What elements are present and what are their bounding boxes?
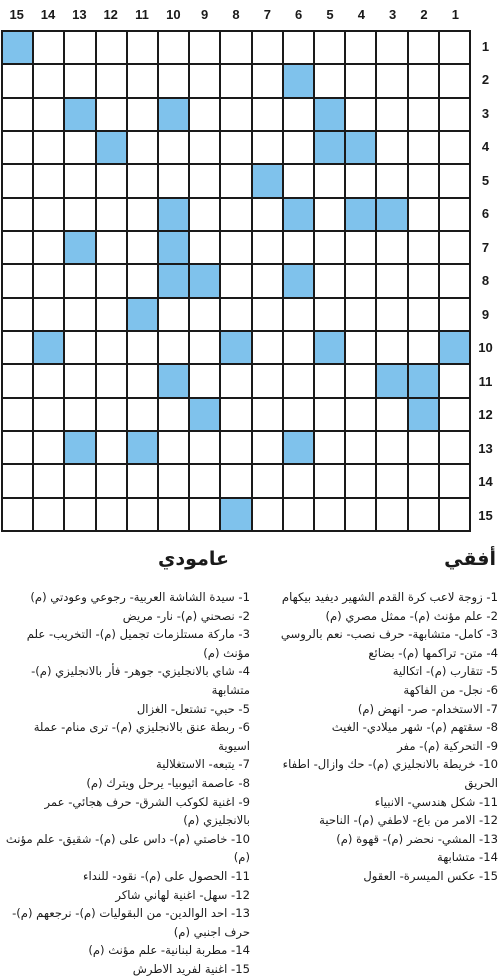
grid-cell[interactable]	[440, 432, 469, 463]
grid-cell[interactable]	[65, 65, 94, 96]
down-clue: 11- الحصول على (م)- نقود- للنداء	[83, 868, 250, 883]
across-clue: 5- تتقارب (م)- اتكالية	[392, 664, 498, 679]
across-clues	[250, 588, 498, 886]
grid-cell[interactable]	[377, 432, 406, 463]
down-clue: 6- ربطة عنق بالانجليزي (م)- ترى منام- عملة اسيوية	[33, 720, 250, 753]
grid-cell[interactable]	[253, 465, 282, 496]
block-cell	[409, 365, 438, 396]
row-number: 5	[481, 172, 490, 188]
grid-cell[interactable]	[221, 432, 250, 463]
grid-cell[interactable]	[253, 499, 282, 530]
down-clue: 4- شاي بالانجليزي- جوهر- فأر بالانجليزي (م)- متشابهة	[31, 664, 250, 697]
block-cell	[190, 265, 219, 296]
grid-cell[interactable]	[253, 399, 282, 430]
grid-cell[interactable]	[284, 99, 313, 130]
grid-cell[interactable]	[377, 332, 406, 363]
grid-cell[interactable]	[65, 165, 94, 196]
grid-cell[interactable]	[284, 365, 313, 396]
row-number: 14	[478, 474, 493, 490]
grid-cell[interactable]	[3, 432, 32, 463]
grid-cell[interactable]	[3, 399, 32, 430]
grid-cell[interactable]	[409, 65, 438, 96]
grid-cell[interactable]	[3, 499, 32, 530]
block-cell	[377, 365, 406, 396]
row-number: 10	[478, 340, 493, 356]
column-number: 1	[451, 7, 459, 22]
grid-cell[interactable]	[97, 165, 126, 196]
block-cell	[440, 332, 469, 363]
grid-cell[interactable]	[97, 499, 126, 530]
grid-cell[interactable]	[3, 365, 32, 396]
crossword-grid	[1, 30, 471, 532]
grid-cell[interactable]	[284, 332, 313, 363]
grid-cell[interactable]	[377, 399, 406, 430]
grid-cell[interactable]	[3, 165, 32, 196]
column-number: 6	[295, 7, 303, 22]
grid-cell[interactable]	[346, 299, 375, 330]
grid-cell[interactable]	[377, 65, 406, 96]
down-clue: 1- سيدة الشاشة العربية- رجوعي وعودتي (م)	[30, 590, 250, 604]
down-clue: 7- يتبعه- الاستغلالية	[156, 757, 250, 772]
across-clue: 15- عكس الميسرة- العقول	[363, 868, 498, 883]
block-cell	[65, 432, 94, 463]
grid-cell[interactable]	[128, 332, 157, 363]
grid-cell[interactable]	[315, 165, 344, 196]
grid-cell[interactable]	[253, 332, 282, 363]
grid-cell[interactable]	[315, 432, 344, 463]
down-heading: عامودي	[158, 548, 229, 570]
grid-cell[interactable]	[190, 499, 219, 530]
grid-cell[interactable]	[315, 199, 344, 230]
across-clue: 12- الامر من باع- لاطفي (م)- الناحية	[319, 813, 498, 828]
across-clue: 11- شكل هندسي- الانبياء	[374, 794, 498, 809]
grid-cell[interactable]	[97, 399, 126, 430]
block-cell	[253, 165, 282, 196]
block-cell	[34, 332, 63, 363]
block-cell	[315, 332, 344, 363]
block-cell	[377, 199, 406, 230]
grid-cell[interactable]	[221, 32, 250, 63]
grid-cell[interactable]	[409, 99, 438, 130]
block-cell	[315, 132, 344, 163]
across-clue: 7- الاستخدام- صر- انهض (م)	[357, 701, 498, 716]
grid-cell[interactable]	[34, 432, 63, 463]
grid-cell[interactable]	[315, 399, 344, 430]
grid-cell[interactable]	[409, 132, 438, 163]
block-cell	[159, 265, 188, 296]
grid-cell[interactable]	[409, 299, 438, 330]
grid-cell[interactable]	[253, 365, 282, 396]
grid-cell[interactable]	[65, 199, 94, 230]
grid-cell[interactable]	[346, 232, 375, 263]
grid-cell[interactable]	[159, 399, 188, 430]
down-clue: 5- حبي- تشتعل- الغزال	[136, 701, 250, 716]
grid-cell[interactable]	[159, 499, 188, 530]
grid-cell[interactable]	[3, 132, 32, 163]
grid-cell[interactable]	[409, 232, 438, 263]
down-clue: 12- سهل- اغنية لهاني شاكر	[115, 887, 250, 902]
grid-cell[interactable]	[377, 299, 406, 330]
grid-cell[interactable]	[34, 32, 63, 63]
grid-cell[interactable]	[315, 299, 344, 330]
column-number: 4	[357, 7, 365, 22]
row-number: 12	[478, 407, 493, 423]
grid-cell[interactable]	[97, 32, 126, 63]
grid-cell[interactable]	[221, 265, 250, 296]
grid-cell[interactable]	[284, 165, 313, 196]
across-clue: 1- زوجة لاعب كرة القدم الشهير ديفيد بيكهام	[281, 590, 498, 604]
row-number: 13	[478, 440, 493, 456]
column-number: 9	[201, 7, 209, 22]
down-clue: 9- اغنية لكوكب الشرق- حرف هجائي- عمر بالانجليزي (م)	[44, 794, 250, 828]
grid-cell[interactable]	[284, 232, 313, 263]
column-number: 15	[9, 7, 24, 22]
grid-cell[interactable]	[315, 232, 344, 263]
grid-cell[interactable]	[377, 232, 406, 263]
grid-cell[interactable]	[440, 299, 469, 330]
grid-cell[interactable]	[65, 265, 94, 296]
grid-cell[interactable]	[315, 32, 344, 63]
row-numbers	[471, 30, 500, 532]
grid-cell[interactable]	[284, 32, 313, 63]
grid-cell[interactable]	[190, 132, 219, 163]
grid-cell[interactable]	[346, 432, 375, 463]
grid-cell[interactable]	[377, 32, 406, 63]
grid-cell[interactable]	[221, 465, 250, 496]
grid-cell[interactable]	[377, 132, 406, 163]
column-number: 14	[40, 7, 56, 22]
grid-cell[interactable]	[190, 65, 219, 96]
grid-cell[interactable]	[65, 465, 94, 496]
grid-cell[interactable]	[346, 265, 375, 296]
grid-cell[interactable]	[159, 299, 188, 330]
grid-cell[interactable]	[377, 99, 406, 130]
grid-cell[interactable]	[377, 265, 406, 296]
grid-cell[interactable]	[315, 65, 344, 96]
grid-cell[interactable]	[34, 399, 63, 430]
grid-cell[interactable]	[440, 199, 469, 230]
grid-cell[interactable]	[159, 432, 188, 463]
down-clue: 13- احد الوالدين- من البقوليات (م)- نرجعهم (م)- حرف اجنبي (م)	[12, 906, 250, 939]
grid-cell[interactable]	[128, 499, 157, 530]
grid-cell[interactable]	[65, 499, 94, 530]
grid-cell[interactable]	[440, 65, 469, 96]
down-clues	[4, 588, 250, 978]
row-number: 9	[481, 306, 490, 322]
across-clue: 10- خريطة بالانجليزي (م)- حك وازال- اطفاء الحريق	[282, 757, 498, 790]
grid-cell[interactable]	[409, 499, 438, 530]
grid-cell[interactable]	[97, 65, 126, 96]
grid-cell[interactable]	[159, 332, 188, 363]
grid-cell[interactable]	[97, 199, 126, 230]
grid-cell[interactable]	[253, 199, 282, 230]
grid-cell[interactable]	[65, 332, 94, 363]
grid-cell[interactable]	[97, 465, 126, 496]
grid-cell[interactable]	[3, 232, 32, 263]
across-clue: 13- المشي- نحضر (م)- قهوة (م)	[336, 831, 498, 846]
grid-cell[interactable]	[190, 99, 219, 130]
grid-cell[interactable]	[65, 365, 94, 396]
grid-cell[interactable]	[97, 432, 126, 463]
grid-cell[interactable]	[221, 65, 250, 96]
grid-cell[interactable]	[315, 365, 344, 396]
across-clue: 8- سقتهم (م)- شهر ميلادي- الغيث	[331, 720, 498, 735]
grid-cell[interactable]	[440, 265, 469, 296]
grid-cell[interactable]	[253, 232, 282, 263]
grid-cell[interactable]	[34, 365, 63, 396]
block-cell	[284, 265, 313, 296]
grid-cell[interactable]	[253, 132, 282, 163]
block-cell	[346, 132, 375, 163]
grid-cell[interactable]	[409, 465, 438, 496]
block-cell	[65, 232, 94, 263]
across-clue: 9- التحركية (م)- مفر	[397, 738, 498, 753]
grid-cell[interactable]	[440, 32, 469, 63]
grid-cell[interactable]	[440, 499, 469, 530]
row-number: 6	[481, 206, 490, 222]
row-number: 15	[478, 507, 493, 523]
down-clue: 15- اغنية لفريد الاطرش	[132, 961, 250, 976]
grid-cell[interactable]	[97, 365, 126, 396]
grid-cell[interactable]	[128, 365, 157, 396]
grid-cell[interactable]	[253, 99, 282, 130]
grid-cell[interactable]	[221, 99, 250, 130]
grid-cell[interactable]	[97, 265, 126, 296]
block-cell	[159, 232, 188, 263]
grid-cell[interactable]	[221, 399, 250, 430]
block-cell	[128, 299, 157, 330]
block-cell	[159, 99, 188, 130]
grid-cell[interactable]	[284, 132, 313, 163]
block-cell	[128, 432, 157, 463]
grid-cell[interactable]	[284, 465, 313, 496]
down-clue: 3- ماركة مستلزمات تجميل (م)- التخريب- علم مؤنث (م)	[26, 627, 250, 660]
grid-cell[interactable]	[34, 499, 63, 530]
block-cell	[346, 199, 375, 230]
row-number: 1	[481, 39, 490, 54]
grid-cell[interactable]	[409, 432, 438, 463]
grid-cell[interactable]	[221, 232, 250, 263]
grid-cell[interactable]	[190, 299, 219, 330]
grid-cell[interactable]	[128, 65, 157, 96]
grid-cell[interactable]	[34, 232, 63, 263]
grid-cell[interactable]	[128, 132, 157, 163]
across-clue: 3- كامل- متشابهة- حرف نصب- نعم بالروسي	[280, 627, 498, 642]
grid-cell[interactable]	[128, 465, 157, 496]
block-cell	[190, 399, 219, 430]
grid-cell[interactable]	[3, 199, 32, 230]
grid-cell[interactable]	[3, 332, 32, 363]
grid-cell[interactable]	[221, 199, 250, 230]
grid-cell[interactable]	[440, 399, 469, 430]
row-number: 3	[481, 105, 490, 121]
grid-cell[interactable]	[346, 99, 375, 130]
grid-cell[interactable]	[253, 32, 282, 63]
grid-cell[interactable]	[128, 99, 157, 130]
block-cell	[221, 332, 250, 363]
row-number: 11	[478, 373, 493, 389]
grid-cell[interactable]	[440, 165, 469, 196]
grid-cell[interactable]	[97, 99, 126, 130]
grid-cell[interactable]	[190, 32, 219, 63]
grid-cell[interactable]	[377, 499, 406, 530]
grid-cell[interactable]	[34, 265, 63, 296]
grid-cell[interactable]	[3, 99, 32, 130]
grid-cell[interactable]	[3, 299, 32, 330]
grid-cell[interactable]	[346, 65, 375, 96]
across-heading: أفقي	[444, 548, 496, 570]
grid-cell[interactable]	[34, 99, 63, 130]
grid-cell[interactable]	[409, 165, 438, 196]
grid-cell[interactable]	[128, 199, 157, 230]
column-numbers	[0, 0, 470, 30]
grid-cell[interactable]	[97, 299, 126, 330]
column-number: 11	[135, 7, 149, 22]
grid-cell[interactable]	[221, 299, 250, 330]
grid-cell[interactable]	[65, 399, 94, 430]
grid-cell[interactable]	[253, 432, 282, 463]
block-cell	[3, 32, 32, 63]
column-number: 7	[263, 7, 271, 22]
grid-cell[interactable]	[128, 265, 157, 296]
grid-cell[interactable]	[346, 332, 375, 363]
grid-cell[interactable]	[34, 199, 63, 230]
across-clue: 4- متن- تراكمها (م)- بضائع	[368, 645, 498, 660]
grid-cell[interactable]	[284, 499, 313, 530]
block-cell	[159, 365, 188, 396]
grid-cell[interactable]	[253, 65, 282, 96]
grid-cell[interactable]	[97, 332, 126, 363]
grid-cell[interactable]	[190, 199, 219, 230]
block-cell	[315, 99, 344, 130]
column-number: 10	[166, 7, 181, 22]
grid-cell[interactable]	[128, 165, 157, 196]
row-number: 2	[481, 72, 490, 88]
column-number: 5	[326, 7, 334, 22]
grid-cell[interactable]	[440, 232, 469, 263]
grid-cell[interactable]	[190, 432, 219, 463]
grid-cell[interactable]	[221, 132, 250, 163]
grid-cell[interactable]	[346, 465, 375, 496]
grid-cell[interactable]	[315, 265, 344, 296]
grid-cell[interactable]	[3, 465, 32, 496]
grid-cell[interactable]	[190, 332, 219, 363]
block-cell	[221, 499, 250, 530]
grid-cell[interactable]	[221, 165, 250, 196]
block-cell	[284, 65, 313, 96]
column-number: 13	[72, 7, 87, 22]
grid-cell[interactable]	[221, 365, 250, 396]
down-clue: 8- عاصمة اثيوبيا- يرحل ويترك (م)	[86, 775, 250, 790]
grid-cell[interactable]	[409, 265, 438, 296]
grid-cell[interactable]	[284, 299, 313, 330]
down-clue: 10- خاصتي (م)- داس على (م)- شقيق- علم مؤنث (م)	[5, 831, 250, 865]
grid-cell[interactable]	[159, 165, 188, 196]
grid-cell[interactable]	[440, 99, 469, 130]
grid-cell[interactable]	[97, 232, 126, 263]
grid-cell[interactable]	[190, 365, 219, 396]
grid-cell[interactable]	[34, 165, 63, 196]
grid-cell[interactable]	[315, 499, 344, 530]
grid-cell[interactable]	[253, 265, 282, 296]
grid-cell[interactable]	[346, 32, 375, 63]
block-cell	[284, 432, 313, 463]
grid-cell[interactable]	[65, 299, 94, 330]
grid-cell[interactable]	[128, 32, 157, 63]
column-number: 3	[389, 7, 397, 22]
grid-cell[interactable]	[159, 132, 188, 163]
grid-cell[interactable]	[128, 232, 157, 263]
grid-cell[interactable]	[377, 165, 406, 196]
column-number: 2	[420, 7, 428, 22]
grid-cell[interactable]	[409, 32, 438, 63]
grid-cell[interactable]	[3, 265, 32, 296]
grid-cell[interactable]	[190, 232, 219, 263]
grid-cell[interactable]	[34, 299, 63, 330]
grid-cell[interactable]	[128, 399, 157, 430]
grid-cell[interactable]	[377, 465, 406, 496]
column-number: 8	[232, 7, 240, 22]
row-number: 7	[481, 239, 490, 255]
block-cell	[65, 99, 94, 130]
block-cell	[159, 199, 188, 230]
grid-cell[interactable]	[346, 499, 375, 530]
across-clue: 2- علم مؤنث (م)- ممثل مصري (م)	[325, 608, 498, 623]
block-cell	[284, 199, 313, 230]
down-clue: 14- مطربة لبنانية- علم مؤنث (م)	[88, 943, 250, 958]
grid-cell[interactable]	[159, 32, 188, 63]
grid-cell[interactable]	[346, 365, 375, 396]
row-number: 4	[481, 139, 490, 155]
grid-cell[interactable]	[190, 465, 219, 496]
down-clue: 2- نصحني (م)- نار- مريض	[122, 608, 250, 623]
grid-cell[interactable]	[346, 399, 375, 430]
grid-cell[interactable]	[159, 465, 188, 496]
grid-cell[interactable]	[315, 465, 344, 496]
grid-cell[interactable]	[346, 165, 375, 196]
grid-cell[interactable]	[34, 132, 63, 163]
grid-cell[interactable]	[159, 65, 188, 96]
grid-cell[interactable]	[409, 332, 438, 363]
across-clue: 14- متشابهة	[436, 850, 498, 865]
grid-cell[interactable]	[190, 165, 219, 196]
grid-cell[interactable]	[34, 65, 63, 96]
grid-cell[interactable]	[440, 365, 469, 396]
column-number: 12	[103, 7, 118, 22]
grid-cell[interactable]	[65, 32, 94, 63]
across-clue: 6- نجل- من الفاكهة	[403, 682, 498, 697]
grid-cell[interactable]	[65, 132, 94, 163]
grid-cell[interactable]	[3, 65, 32, 96]
grid-cell[interactable]	[284, 399, 313, 430]
row-number: 8	[481, 273, 490, 289]
block-cell	[409, 399, 438, 430]
block-cell	[97, 132, 126, 163]
grid-cell[interactable]	[440, 465, 469, 496]
grid-cell[interactable]	[409, 199, 438, 230]
grid-cell[interactable]	[440, 132, 469, 163]
grid-cell[interactable]	[253, 299, 282, 330]
grid-cell[interactable]	[34, 465, 63, 496]
